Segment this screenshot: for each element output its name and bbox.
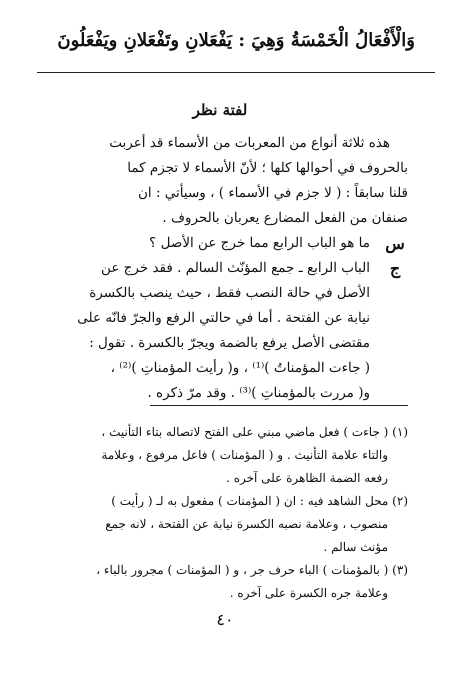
body-line: هذه ثلاثة أنواع من المعربات من الأسماء قد أعربت [109,135,390,151]
footnote-line: (١) ( جاءت ) فعل ماضي مبني على الفتح لاتصاله بتاء التأنيث ، [101,425,408,439]
footnote-line: (٣) ( بالمؤمنات ) الباء حرف جر ، و ( المؤمنات ) مجرور بالباء ، [96,563,408,577]
question-marker: س [385,234,405,253]
answer-line: نيابة عن الفتحة . أما في حالتي الرفع والجرّ فانّه على [77,310,370,326]
question-text: ما هو الباب الرابع مما خرج عن الأصل ؟ [149,235,370,251]
footnote-divider [150,405,408,406]
footnote-line: مؤنث سالم . [323,540,388,554]
answer-line: مقتضى الأصل يرفع بالضمة ويجرّ بالكسرة . تقول : [89,335,370,351]
answer-line: و( مررت بالمؤمناتِ )⁽³⁾ . وقد مرّ ذكره . [147,385,370,401]
footnote-line: رفعه الضمة الظاهرة على آخره . [226,471,388,485]
footnote-line: والتاء علامة التأنيث . و ( المؤمنات ) فاعل مرفوع ، وعلامة [101,448,388,462]
body-line: صنفان من الفعل المضارع يعربان بالحروف . [162,210,408,226]
running-header-title: وَالْأَفْعَالُ الْخَمْسَةُ وَهِيَ : يَفْعَلانِ وتَفْعَلانِ ويَفْعَلُونَ [57,30,415,51]
answer-line: الأصل في حالة النصب فقط ، حيث ينصب بالكسرة [89,285,370,301]
footnote-line: (٢) محل الشاهد فيه : ان ( المؤمنات ) مفعول به لـ ( رأيت ) [111,494,408,508]
answer-marker: ج [389,259,401,278]
body-line: بالحروف في أحوالها كلها ؛ لأنّ الأسماء لا تجزم كما [127,160,408,176]
footnote-line: وعلامة جره الكسرة على آخره . [229,586,388,600]
page-number: ٤٠ [216,610,234,629]
section-title: لفتة نظر [192,101,248,119]
body-line: قلنا سابقاً : ( لا جزم في الأسماء ) ، وسيأتي : ان [138,185,408,201]
header-divider [37,72,435,73]
footnote-line: منصوب ، وعلامة نصبه الكسرة نيابة عن الفتحة ، لانه جمع [105,517,388,531]
answer-line: ( جاءت المؤمناتُ )⁽¹⁾ ، و( رأيت المؤمناتِ )⁽²⁾ ، [110,360,370,376]
answer-line: الباب الرابع ـ جمع المؤنّث السالم . فقد خرج عن [101,260,370,276]
